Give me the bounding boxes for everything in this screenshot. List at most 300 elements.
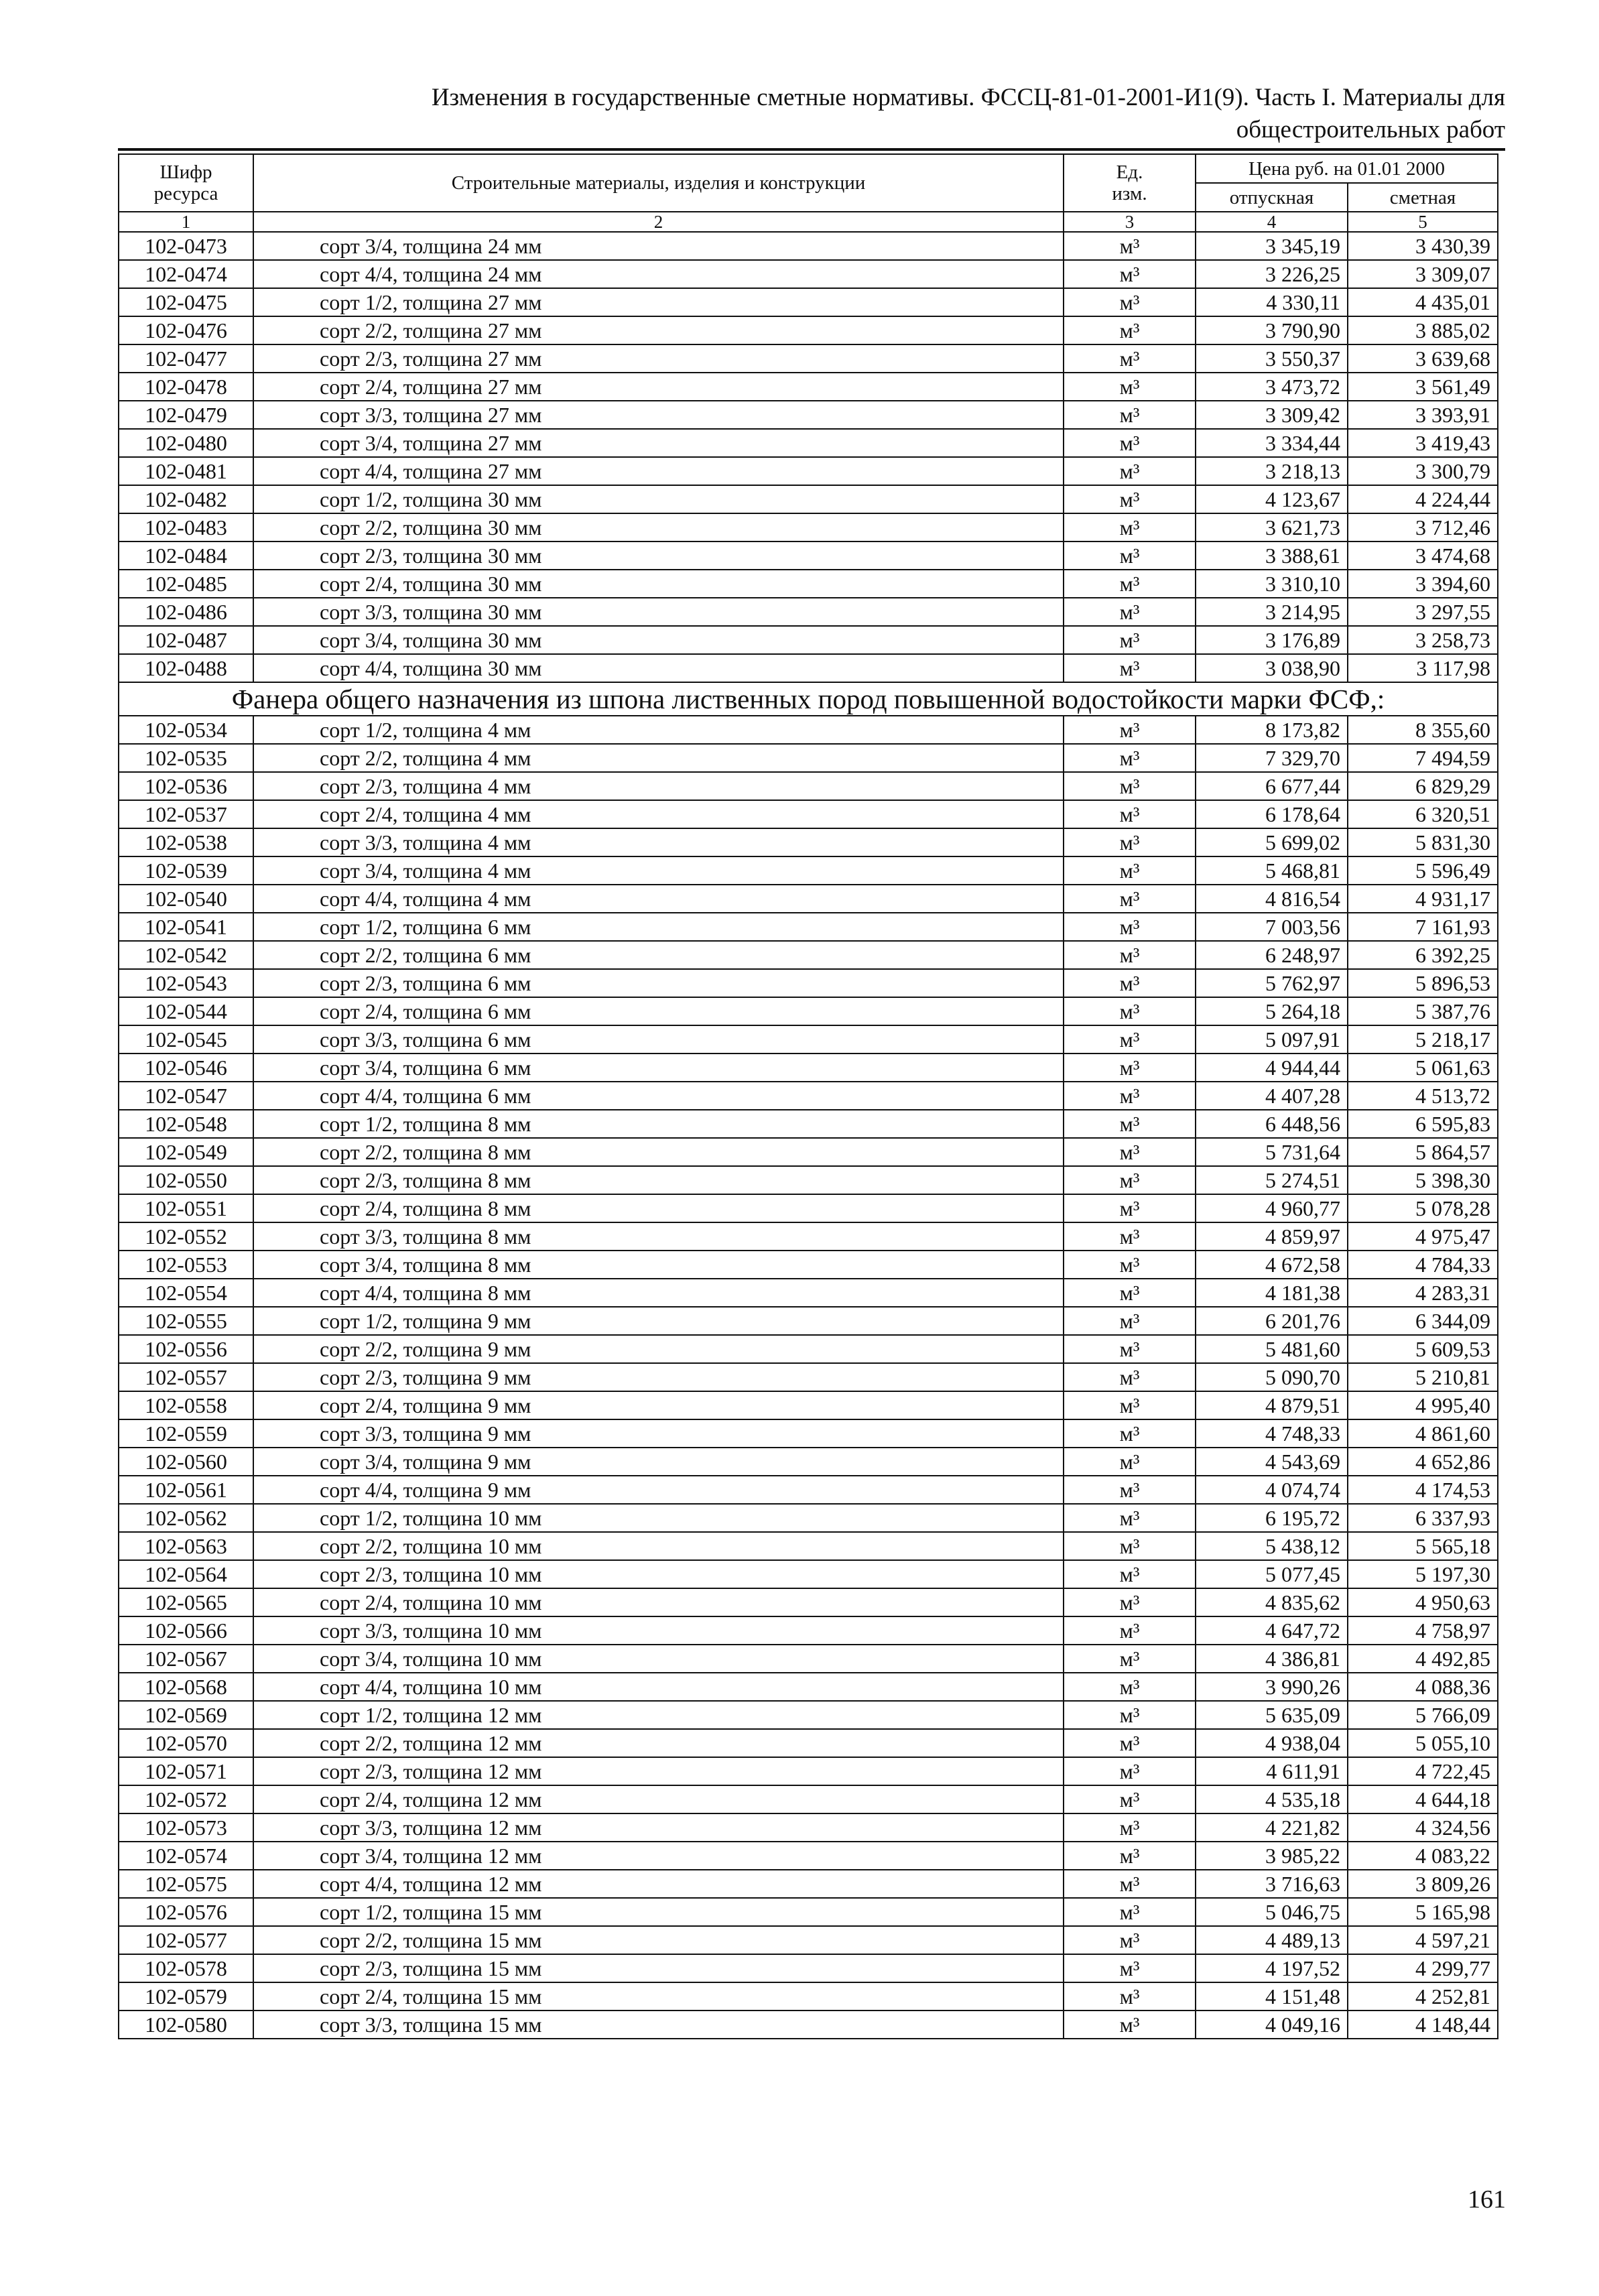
resource-code-cell: 102-0567: [119, 1645, 253, 1673]
release-price-cell: 5 481,60: [1196, 1335, 1348, 1363]
release-price-cell: 3 176,89: [1196, 626, 1348, 654]
unit-cell: м³: [1064, 1138, 1196, 1166]
estimate-price-cell: 4 784,33: [1348, 1251, 1498, 1279]
unit-cell: м³: [1064, 1082, 1196, 1110]
estimate-price-cell: 6 829,29: [1348, 772, 1498, 800]
section-header-row: [119, 682, 1498, 716]
release-price-cell: 4 879,51: [1196, 1391, 1348, 1419]
estimate-price-cell: 4 931,17: [1348, 885, 1498, 913]
unit-cell: м³: [1064, 772, 1196, 800]
table-row: [119, 885, 1498, 913]
column-numbers-row: [119, 212, 1498, 232]
unit-cell: м³: [1064, 997, 1196, 1025]
table-row: [119, 1926, 1498, 1954]
release-price-cell: 4 330,11: [1196, 288, 1348, 316]
release-price-cell: 6 201,76: [1196, 1307, 1348, 1335]
resource-code-cell: 102-0572: [119, 1785, 253, 1813]
estimate-price-cell: 3 394,60: [1348, 570, 1498, 598]
estimate-price-cell: 4 722,45: [1348, 1757, 1498, 1785]
estimate-price-cell: 4 861,60: [1348, 1419, 1498, 1448]
table-row: [119, 1419, 1498, 1448]
unit-cell: м³: [1064, 1504, 1196, 1532]
unit-cell: м³: [1064, 716, 1196, 744]
table-row: [119, 401, 1498, 429]
release-price-cell: 5 046,75: [1196, 1898, 1348, 1926]
estimate-price-cell: 6 595,83: [1348, 1110, 1498, 1138]
material-name-cell: сорт 2/2, толщина 27 мм: [253, 316, 1064, 344]
material-name-cell: сорт 2/2, толщина 10 мм: [253, 1532, 1064, 1560]
estimate-price-cell: 4 975,47: [1348, 1222, 1498, 1251]
table-row: [119, 856, 1498, 885]
resource-code-cell: 102-0569: [119, 1701, 253, 1729]
unit-cell: м³: [1064, 744, 1196, 772]
material-name-cell: сорт 1/2, толщина 27 мм: [253, 288, 1064, 316]
resource-code-cell: 102-0547: [119, 1082, 253, 1110]
unit-cell: м³: [1064, 1673, 1196, 1701]
table-row: [119, 828, 1498, 856]
table-row: [119, 1391, 1498, 1419]
resource-code-cell: 102-0481: [119, 457, 253, 485]
estimate-price-cell: 5 896,53: [1348, 969, 1498, 997]
release-price-cell: 3 226,25: [1196, 260, 1348, 288]
release-price-cell: 3 716,63: [1196, 1870, 1348, 1898]
resource-code-cell: 102-0473: [119, 232, 253, 260]
resource-code-cell: 102-0564: [119, 1560, 253, 1588]
resource-code-cell: 102-0540: [119, 885, 253, 913]
unit-cell: м³: [1064, 1448, 1196, 1476]
release-price-cell: 5 699,02: [1196, 828, 1348, 856]
table-row: [119, 232, 1498, 260]
material-name-cell: сорт 2/4, толщина 15 мм: [253, 1982, 1064, 2011]
resource-code-cell: 102-0558: [119, 1391, 253, 1419]
estimate-price-cell: 4 148,44: [1348, 2011, 1498, 2039]
resource-code-cell: 102-0552: [119, 1222, 253, 1251]
resource-code-cell: 102-0538: [119, 828, 253, 856]
table-row: [119, 1307, 1498, 1335]
release-price-cell: 3 473,72: [1196, 373, 1348, 401]
estimate-price-cell: 5 055,10: [1348, 1729, 1498, 1757]
resource-code-cell: 102-0537: [119, 800, 253, 828]
unit-cell: м³: [1064, 1335, 1196, 1363]
material-name-cell: сорт 4/4, толщина 27 мм: [253, 457, 1064, 485]
resource-code-cell: 102-0556: [119, 1335, 253, 1363]
release-price-cell: 4 535,18: [1196, 1785, 1348, 1813]
col-header-unit: [1064, 154, 1196, 212]
estimate-price-cell: 5 165,98: [1348, 1898, 1498, 1926]
unit-cell: м³: [1064, 1166, 1196, 1194]
table-row: [119, 1476, 1498, 1504]
estimate-price-cell: 4 224,44: [1348, 485, 1498, 513]
estimate-price-cell: 3 639,68: [1348, 344, 1498, 373]
table-row: [119, 541, 1498, 570]
column-number: 2: [253, 212, 1064, 232]
resource-code-cell: 102-0477: [119, 344, 253, 373]
estimate-price-cell: 5 197,30: [1348, 1560, 1498, 1588]
header-title-line2: общестроительных работ: [1236, 116, 1505, 143]
estimate-price-cell: 4 995,40: [1348, 1391, 1498, 1419]
material-name-cell: сорт 2/3, толщина 30 мм: [253, 541, 1064, 570]
estimate-price-cell: 3 419,43: [1348, 429, 1498, 457]
estimate-price-cell: 7 161,93: [1348, 913, 1498, 941]
header-rule: [118, 148, 1505, 151]
material-name-cell: сорт 4/4, толщина 4 мм: [253, 885, 1064, 913]
estimate-price-cell: 5 218,17: [1348, 1025, 1498, 1054]
unit-cell: м³: [1064, 457, 1196, 485]
release-price-cell: 4 123,67: [1196, 485, 1348, 513]
table-row: [119, 1504, 1498, 1532]
unit-cell: м³: [1064, 316, 1196, 344]
release-price-cell: 5 090,70: [1196, 1363, 1348, 1391]
material-name-cell: сорт 3/3, толщина 15 мм: [253, 2011, 1064, 2039]
material-name-cell: сорт 3/3, толщина 8 мм: [253, 1222, 1064, 1251]
material-name-cell: сорт 3/3, толщина 4 мм: [253, 828, 1064, 856]
release-price-cell: 5 264,18: [1196, 997, 1348, 1025]
material-name-cell: сорт 1/2, толщина 15 мм: [253, 1898, 1064, 1926]
material-name-cell: сорт 1/2, толщина 10 мм: [253, 1504, 1064, 1532]
resource-code-cell: 102-0565: [119, 1588, 253, 1616]
material-name-cell: сорт 3/3, толщина 30 мм: [253, 598, 1064, 626]
unit-cell: м³: [1064, 885, 1196, 913]
estimate-price-cell: 6 344,09: [1348, 1307, 1498, 1335]
material-name-cell: сорт 3/3, толщина 9 мм: [253, 1419, 1064, 1448]
resource-code-cell: 102-0557: [119, 1363, 253, 1391]
estimate-price-cell: 3 430,39: [1348, 232, 1498, 260]
release-price-cell: 6 195,72: [1196, 1504, 1348, 1532]
unit-cell: м³: [1064, 373, 1196, 401]
table-row: [119, 288, 1498, 316]
release-price-cell: 3 990,26: [1196, 1673, 1348, 1701]
table-row: [119, 716, 1498, 744]
table-row: [119, 485, 1498, 513]
unit-cell: м³: [1064, 941, 1196, 969]
resource-code-cell: 102-0562: [119, 1504, 253, 1532]
unit-cell: м³: [1064, 1560, 1196, 1588]
material-name-cell: сорт 3/3, толщина 6 мм: [253, 1025, 1064, 1054]
estimate-price-cell: 4 083,22: [1348, 1842, 1498, 1870]
resource-code-cell: 102-0560: [119, 1448, 253, 1476]
resource-code-cell: 102-0485: [119, 570, 253, 598]
unit-cell: м³: [1064, 1194, 1196, 1222]
page-header: [118, 82, 1505, 146]
unit-cell: м³: [1064, 1222, 1196, 1251]
table-row: [119, 744, 1498, 772]
unit-cell: м³: [1064, 1054, 1196, 1082]
material-name-cell: сорт 2/4, толщина 10 мм: [253, 1588, 1064, 1616]
release-price-cell: 4 672,58: [1196, 1251, 1348, 1279]
release-price-cell: 3 388,61: [1196, 541, 1348, 570]
col-header-estimate-price: сметная: [1348, 183, 1498, 212]
resource-code-cell: 102-0487: [119, 626, 253, 654]
column-number: 5: [1348, 212, 1498, 232]
estimate-price-cell: 5 596,49: [1348, 856, 1498, 885]
table-row: [119, 1363, 1498, 1391]
release-price-cell: 5 635,09: [1196, 1701, 1348, 1729]
release-price-cell: 3 310,10: [1196, 570, 1348, 598]
material-name-cell: сорт 3/4, толщина 8 мм: [253, 1251, 1064, 1279]
release-price-cell: 3 790,90: [1196, 316, 1348, 344]
release-price-cell: 4 859,97: [1196, 1222, 1348, 1251]
estimate-price-cell: 5 078,28: [1348, 1194, 1498, 1222]
table-row: [119, 513, 1498, 541]
release-price-cell: 5 077,45: [1196, 1560, 1348, 1588]
table-row: [119, 1166, 1498, 1194]
estimate-price-cell: 6 337,93: [1348, 1504, 1498, 1532]
material-name-cell: сорт 2/4, толщина 12 мм: [253, 1785, 1064, 1813]
release-price-cell: 5 762,97: [1196, 969, 1348, 997]
estimate-price-cell: 7 494,59: [1348, 744, 1498, 772]
table-row: [119, 1251, 1498, 1279]
table-row: [119, 316, 1498, 344]
resource-code-cell: 102-0544: [119, 997, 253, 1025]
resource-code-cell: 102-0559: [119, 1419, 253, 1448]
table-row: [119, 1082, 1498, 1110]
resource-code-cell: 102-0484: [119, 541, 253, 570]
release-price-cell: 5 438,12: [1196, 1532, 1348, 1560]
table-row: [119, 1842, 1498, 1870]
resource-code-cell: 102-0548: [119, 1110, 253, 1138]
material-name-cell: сорт 2/3, толщина 8 мм: [253, 1166, 1064, 1194]
resource-code-cell: 102-0482: [119, 485, 253, 513]
table-row: [119, 344, 1498, 373]
table-row: [119, 1785, 1498, 1813]
material-name-cell: сорт 1/2, толщина 12 мм: [253, 1701, 1064, 1729]
unit-cell: м³: [1064, 969, 1196, 997]
table-row: [119, 1757, 1498, 1785]
material-name-cell: сорт 4/4, толщина 6 мм: [253, 1082, 1064, 1110]
unit-cell: м³: [1064, 1842, 1196, 1870]
estimate-price-cell: 5 565,18: [1348, 1532, 1498, 1560]
estimate-price-cell: 3 258,73: [1348, 626, 1498, 654]
estimate-price-cell: 4 324,56: [1348, 1813, 1498, 1842]
material-name-cell: сорт 2/2, толщина 8 мм: [253, 1138, 1064, 1166]
resource-code-cell: 102-0478: [119, 373, 253, 401]
estimate-price-cell: 4 492,85: [1348, 1645, 1498, 1673]
table-row: [119, 373, 1498, 401]
table-row: [119, 1673, 1498, 1701]
material-name-cell: сорт 4/4, толщина 9 мм: [253, 1476, 1064, 1504]
material-name-cell: сорт 3/4, толщина 27 мм: [253, 429, 1064, 457]
estimate-price-cell: 3 809,26: [1348, 1870, 1498, 1898]
resource-code-cell: 102-0474: [119, 260, 253, 288]
unit-cell: м³: [1064, 570, 1196, 598]
estimate-price-cell: 4 513,72: [1348, 1082, 1498, 1110]
estimate-price-cell: 3 393,91: [1348, 401, 1498, 429]
table-row: [119, 598, 1498, 626]
unit-cell: м³: [1064, 1279, 1196, 1307]
material-name-cell: сорт 2/4, толщина 9 мм: [253, 1391, 1064, 1419]
table-row: [119, 1025, 1498, 1054]
table-row: [119, 626, 1498, 654]
table-row: [119, 800, 1498, 828]
release-price-cell: 4 960,77: [1196, 1194, 1348, 1222]
resource-code-cell: 102-0480: [119, 429, 253, 457]
table-row: [119, 1110, 1498, 1138]
table-row: [119, 772, 1498, 800]
release-price-cell: 3 218,13: [1196, 457, 1348, 485]
col-header-release-price: отпускная: [1196, 183, 1348, 212]
resource-code-cell: 102-0575: [119, 1870, 253, 1898]
column-number: 4: [1196, 212, 1348, 232]
table-row: [119, 997, 1498, 1025]
table-row: [119, 1898, 1498, 1926]
release-price-cell: 4 181,38: [1196, 1279, 1348, 1307]
release-price-cell: 3 214,95: [1196, 598, 1348, 626]
unit-cell: м³: [1064, 1588, 1196, 1616]
resource-code-cell: 102-0580: [119, 2011, 253, 2039]
material-name-cell: сорт 3/4, толщина 9 мм: [253, 1448, 1064, 1476]
unit-cell: м³: [1064, 1025, 1196, 1054]
unit-cell: м³: [1064, 1757, 1196, 1785]
resource-code-cell: 102-0578: [119, 1954, 253, 1982]
release-price-cell: 5 468,81: [1196, 856, 1348, 885]
unit-cell: м³: [1064, 1898, 1196, 1926]
unit-cell: м³: [1064, 1616, 1196, 1645]
table-row: [119, 1222, 1498, 1251]
resource-code-cell: 102-0550: [119, 1166, 253, 1194]
col-header-code-line2: ресурса: [153, 183, 218, 204]
unit-cell: м³: [1064, 344, 1196, 373]
material-name-cell: сорт 2/2, толщина 9 мм: [253, 1335, 1064, 1363]
release-price-cell: 4 489,13: [1196, 1926, 1348, 1954]
resource-code-cell: 102-0536: [119, 772, 253, 800]
material-name-cell: сорт 4/4, толщина 24 мм: [253, 260, 1064, 288]
table-row: [119, 913, 1498, 941]
release-price-cell: 3 038,90: [1196, 654, 1348, 682]
table-row: [119, 1701, 1498, 1729]
table-body: [119, 232, 1498, 2039]
unit-cell: м³: [1064, 913, 1196, 941]
unit-cell: м³: [1064, 1982, 1196, 2011]
release-price-cell: 4 944,44: [1196, 1054, 1348, 1082]
unit-cell: м³: [1064, 1391, 1196, 1419]
release-price-cell: 4 543,69: [1196, 1448, 1348, 1476]
material-name-cell: сорт 2/3, толщина 10 мм: [253, 1560, 1064, 1588]
unit-cell: м³: [1064, 485, 1196, 513]
col-header-code: [119, 154, 253, 212]
material-name-cell: сорт 3/4, толщина 30 мм: [253, 626, 1064, 654]
material-name-cell: сорт 3/4, толщина 6 мм: [253, 1054, 1064, 1082]
table-row: [119, 969, 1498, 997]
unit-cell: м³: [1064, 1729, 1196, 1757]
unit-cell: м³: [1064, 1926, 1196, 1954]
material-name-cell: сорт 2/4, толщина 8 мм: [253, 1194, 1064, 1222]
release-price-cell: 3 621,73: [1196, 513, 1348, 541]
resource-code-cell: 102-0566: [119, 1616, 253, 1645]
resource-code-cell: 102-0543: [119, 969, 253, 997]
release-price-cell: 3 550,37: [1196, 344, 1348, 373]
unit-cell: м³: [1064, 1785, 1196, 1813]
unit-cell: м³: [1064, 2011, 1196, 2039]
release-price-cell: 4 748,33: [1196, 1419, 1348, 1448]
table-row: [119, 1616, 1498, 1645]
release-price-cell: 4 197,52: [1196, 1954, 1348, 1982]
resource-code-cell: 102-0568: [119, 1673, 253, 1701]
release-price-cell: 3 985,22: [1196, 1842, 1348, 1870]
estimate-price-cell: 4 174,53: [1348, 1476, 1498, 1504]
release-price-cell: 6 448,56: [1196, 1110, 1348, 1138]
estimate-price-cell: 3 117,98: [1348, 654, 1498, 682]
material-name-cell: сорт 2/2, толщина 15 мм: [253, 1926, 1064, 1954]
resource-code-cell: 102-0574: [119, 1842, 253, 1870]
release-price-cell: 5 097,91: [1196, 1025, 1348, 1054]
material-name-cell: сорт 1/2, толщина 4 мм: [253, 716, 1064, 744]
release-price-cell: 4 151,48: [1196, 1982, 1348, 2011]
table-header: [119, 154, 1498, 232]
material-name-cell: сорт 2/4, толщина 27 мм: [253, 373, 1064, 401]
resource-code-cell: 102-0535: [119, 744, 253, 772]
release-price-cell: 4 611,91: [1196, 1757, 1348, 1785]
unit-cell: м³: [1064, 1110, 1196, 1138]
material-name-cell: сорт 2/3, толщина 4 мм: [253, 772, 1064, 800]
estimate-price-cell: 4 758,97: [1348, 1616, 1498, 1645]
resource-code-cell: 102-0563: [119, 1532, 253, 1560]
estimate-price-cell: 3 474,68: [1348, 541, 1498, 570]
table-row: [119, 1645, 1498, 1673]
table-row: [119, 2011, 1498, 2039]
unit-cell: м³: [1064, 1476, 1196, 1504]
resource-code-cell: 102-0555: [119, 1307, 253, 1335]
resource-code-cell: 102-0488: [119, 654, 253, 682]
release-price-cell: 3 334,44: [1196, 429, 1348, 457]
unit-cell: м³: [1064, 1532, 1196, 1560]
release-price-cell: 4 835,62: [1196, 1588, 1348, 1616]
material-name-cell: сорт 4/4, толщина 8 мм: [253, 1279, 1064, 1307]
estimate-price-cell: 3 561,49: [1348, 373, 1498, 401]
table-row: [119, 1279, 1498, 1307]
material-name-cell: сорт 2/3, толщина 6 мм: [253, 969, 1064, 997]
release-price-cell: 4 049,16: [1196, 2011, 1348, 2039]
resource-code-cell: 102-0571: [119, 1757, 253, 1785]
estimate-price-cell: 3 309,07: [1348, 260, 1498, 288]
estimate-price-cell: 6 392,25: [1348, 941, 1498, 969]
unit-cell: м³: [1064, 1954, 1196, 1982]
estimate-price-cell: 4 252,81: [1348, 1982, 1498, 2011]
unit-cell: м³: [1064, 1645, 1196, 1673]
estimate-price-cell: 5 766,09: [1348, 1701, 1498, 1729]
resource-code-cell: 102-0541: [119, 913, 253, 941]
material-name-cell: сорт 4/4, толщина 30 мм: [253, 654, 1064, 682]
material-name-cell: сорт 3/4, толщина 10 мм: [253, 1645, 1064, 1673]
material-name-cell: сорт 2/3, толщина 15 мм: [253, 1954, 1064, 1982]
material-name-cell: сорт 2/4, толщина 6 мм: [253, 997, 1064, 1025]
release-price-cell: 4 221,82: [1196, 1813, 1348, 1842]
unit-cell: м³: [1064, 288, 1196, 316]
estimate-price-cell: 4 283,31: [1348, 1279, 1498, 1307]
unit-cell: м³: [1064, 260, 1196, 288]
unit-cell: м³: [1064, 598, 1196, 626]
column-number: 3: [1064, 212, 1196, 232]
release-price-cell: 4 816,54: [1196, 885, 1348, 913]
estimate-price-cell: 5 831,30: [1348, 828, 1498, 856]
unit-cell: м³: [1064, 1363, 1196, 1391]
resource-code-cell: 102-0476: [119, 316, 253, 344]
material-name-cell: сорт 2/3, толщина 9 мм: [253, 1363, 1064, 1391]
table-row: [119, 1813, 1498, 1842]
material-name-cell: сорт 1/2, толщина 6 мм: [253, 913, 1064, 941]
estimate-price-cell: 4 950,63: [1348, 1588, 1498, 1616]
material-name-cell: сорт 4/4, толщина 12 мм: [253, 1870, 1064, 1898]
resource-code-cell: 102-0553: [119, 1251, 253, 1279]
estimate-price-cell: 5 210,81: [1348, 1363, 1498, 1391]
material-name-cell: сорт 2/2, толщина 4 мм: [253, 744, 1064, 772]
unit-cell: м³: [1064, 626, 1196, 654]
material-name-cell: сорт 1/2, толщина 9 мм: [253, 1307, 1064, 1335]
estimate-price-cell: 3 297,55: [1348, 598, 1498, 626]
material-name-cell: сорт 2/2, толщина 6 мм: [253, 941, 1064, 969]
estimate-price-cell: 5 061,63: [1348, 1054, 1498, 1082]
material-name-cell: сорт 2/2, толщина 12 мм: [253, 1729, 1064, 1757]
table-row: [119, 1054, 1498, 1082]
